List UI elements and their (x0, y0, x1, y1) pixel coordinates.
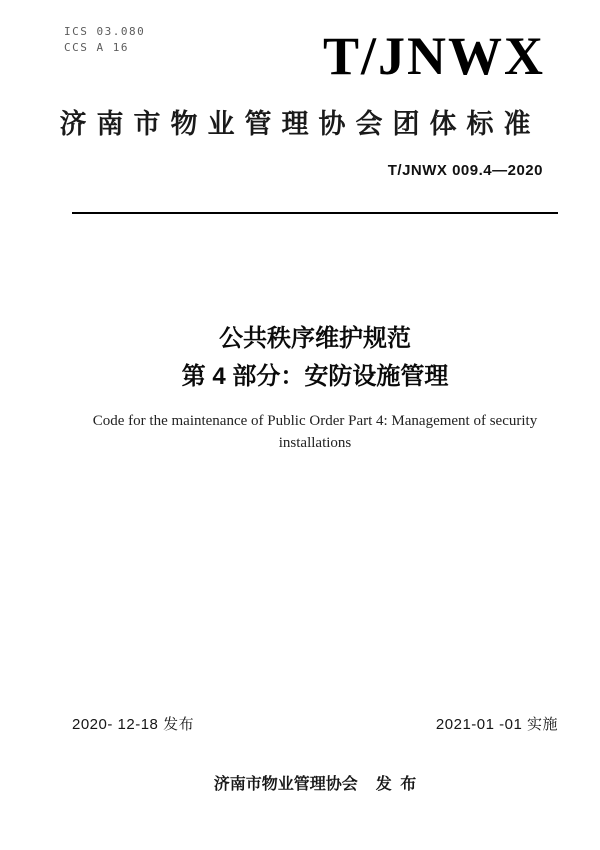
ccs-code: CCS A 16 (64, 41, 129, 54)
organization-standard-title: 济南市物业管理协会团体标准 (59, 109, 541, 139)
document-title-english (72, 410, 558, 454)
dates-row (72, 713, 558, 734)
ics-code: ICS 03.080 (64, 25, 146, 38)
english-title-line-1: Code for the maintenance of Public Order Part 4: Management of security (92, 413, 538, 429)
ics-classification-block (64, 24, 145, 56)
publish-label: 发 布 (375, 776, 417, 793)
document-title-chinese (72, 320, 558, 396)
issue-date: 2020- 12-18 发布 (72, 716, 195, 733)
publisher-name: 济南市物业管理协会 (213, 776, 358, 793)
header-divider-rule (72, 212, 558, 214)
standard-number: T/JNWX 009.4—2020 (387, 162, 543, 179)
title-line-1: 公共秩序维护规范 (219, 325, 411, 352)
title-line-2: 第 4 部分：安防设施管理 (181, 363, 449, 390)
publisher-row (72, 771, 558, 794)
implementation-date: 2021-01 -01 实施 (435, 716, 558, 733)
standard-logo: T/JNWX (322, 26, 545, 86)
english-title-line-2: installations (278, 435, 352, 451)
